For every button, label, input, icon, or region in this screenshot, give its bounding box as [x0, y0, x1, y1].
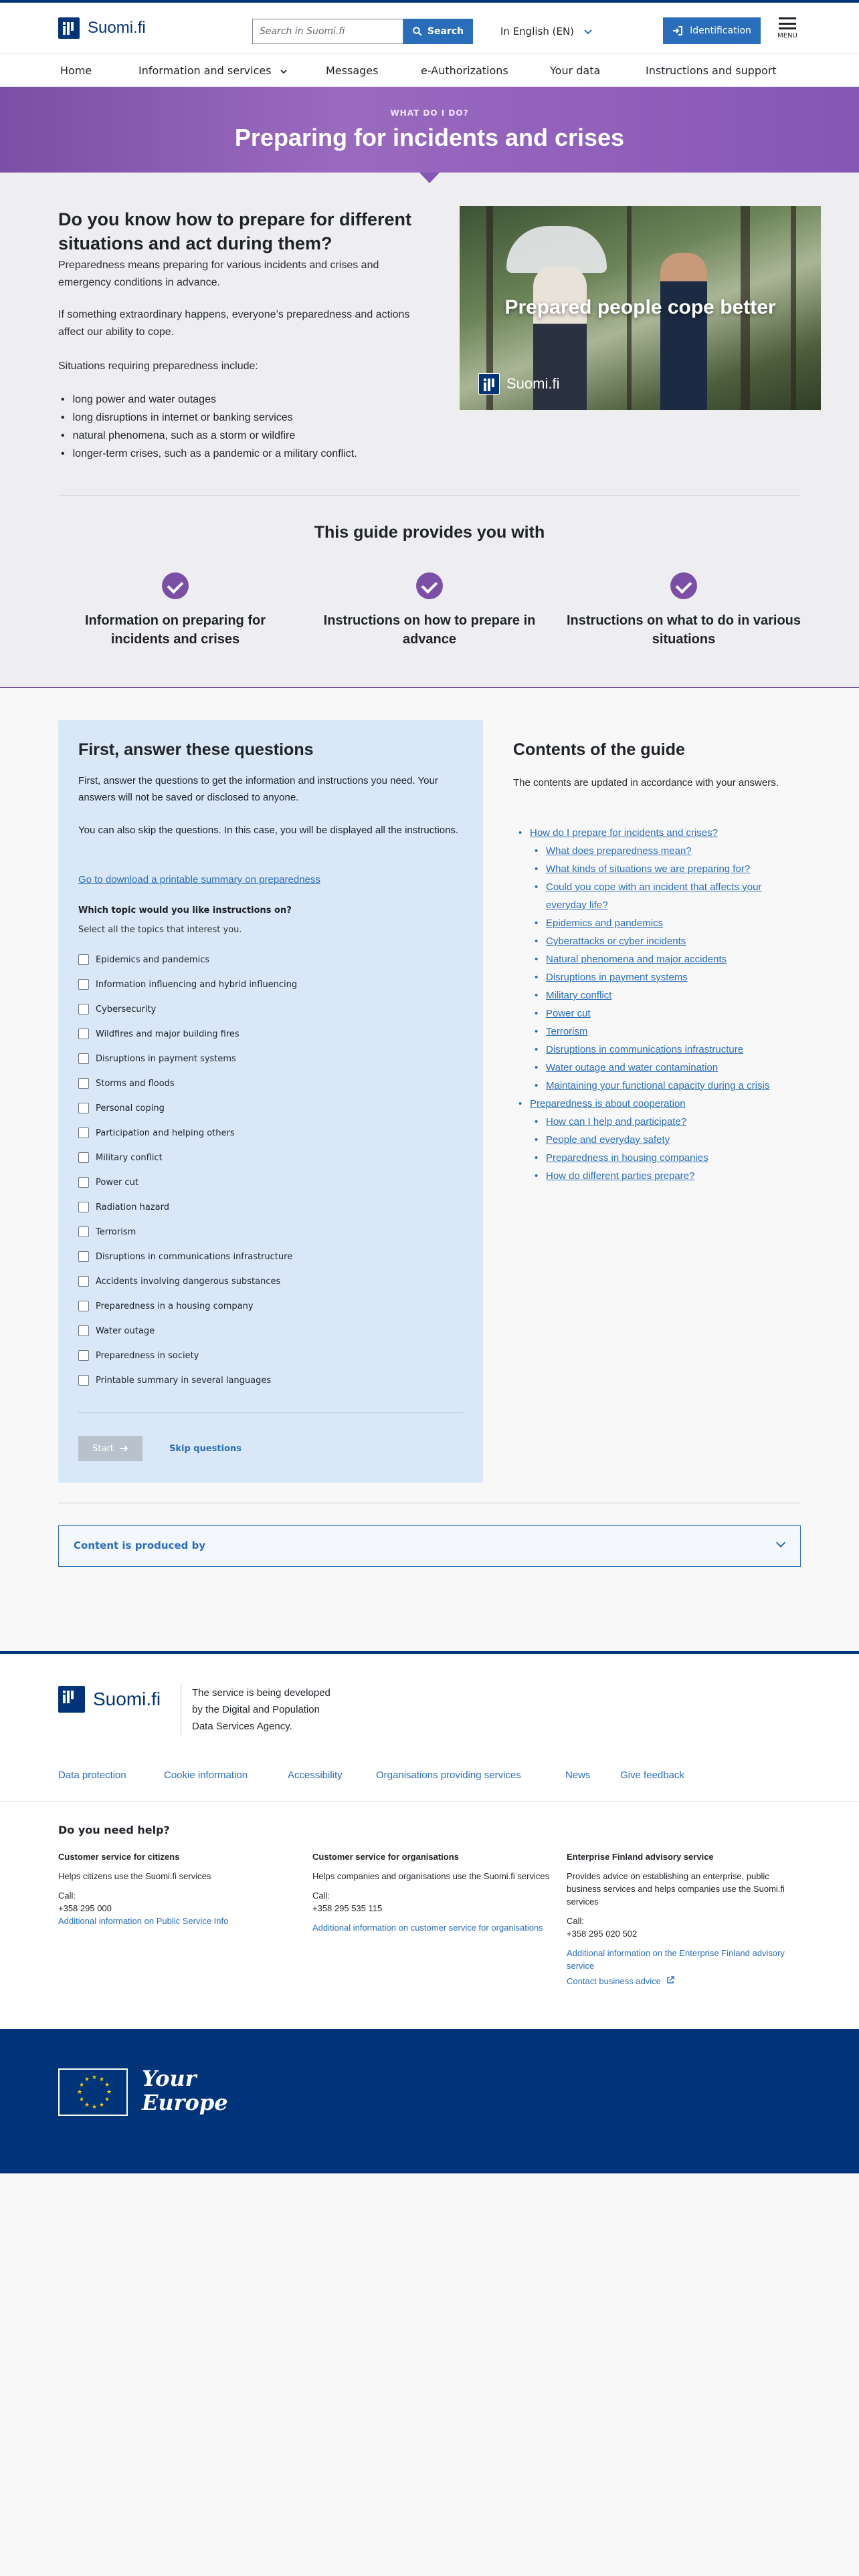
list-item: • longer-term crises, such as a pandemic or a military conflict. — [58, 445, 433, 463]
search-icon — [413, 27, 422, 36]
nav-messages[interactable]: Messages — [326, 64, 379, 77]
questions-panel — [58, 720, 483, 1483]
toc-link[interactable]: Disruptions in communications infrastructure — [546, 1044, 744, 1055]
topic-checkbox[interactable] — [78, 979, 297, 990]
topic-checkbox-label: Epidemics and pandemics — [96, 954, 210, 965]
checkbox-icon[interactable] — [78, 1177, 89, 1188]
toc-item — [513, 1095, 801, 1113]
divider — [0, 1801, 859, 1802]
footer-link-accessibility[interactable]: Accessibility — [288, 1769, 343, 1781]
your-europe-line1: Your — [142, 2066, 197, 2091]
checkbox-icon[interactable] — [78, 1375, 89, 1386]
intro-heading: Do you know how to prepare for different situations and act during them? — [58, 209, 412, 253]
toc-item — [513, 932, 801, 950]
toc-item — [513, 1004, 801, 1023]
nav-e-authorizations[interactable]: e-Authorizations — [421, 64, 508, 77]
accordion-title: Content is produced by — [74, 1539, 206, 1551]
toc-item — [513, 1077, 801, 1095]
topic-checkbox-label: Storms and floods — [96, 1078, 175, 1089]
toc-link[interactable]: Power cut — [546, 1008, 591, 1019]
questions-heading: First, answer these questions — [78, 740, 314, 759]
check-circle-icon — [670, 572, 697, 599]
language-label: In English (EN) — [500, 25, 575, 37]
logo-text: Suomi.fi — [88, 19, 146, 37]
toc-link[interactable]: Terrorism — [546, 1026, 588, 1037]
phone-number: +358 295 535 115 — [312, 1903, 383, 1913]
help-column-description: Helps companies and organisations use the Suomi.fi services — [312, 1871, 550, 1881]
topic-checkbox[interactable] — [78, 1202, 169, 1212]
help-column-organisations — [312, 1850, 550, 1934]
toc-link[interactable]: How do I prepare for incidents and crises? — [530, 827, 718, 839]
check-circle-icon — [416, 572, 443, 599]
checkbox-icon[interactable] — [78, 979, 89, 990]
contents-heading: Contents of the guide — [513, 740, 685, 759]
toc-item — [513, 1167, 801, 1185]
checkbox-icon[interactable] — [78, 1251, 89, 1262]
your-europe-logo[interactable] — [142, 2066, 228, 2115]
eu-star-icon: ★ — [78, 2082, 85, 2088]
hero-kicker: WHAT DO I DO? — [390, 108, 469, 118]
toc-link[interactable]: Natural phenomena and major accidents — [546, 954, 727, 965]
help-column-heading: Customer service for citizens — [58, 1852, 180, 1862]
divider — [78, 1412, 463, 1413]
hero-arrow — [419, 173, 440, 183]
topic-checkbox[interactable] — [78, 1152, 163, 1163]
eu-star-icon: ★ — [77, 2089, 83, 2096]
menu-button[interactable] — [776, 17, 799, 39]
toc-link[interactable]: Could you cope with an incident that affects your everyday life? — [546, 881, 762, 911]
help-column-heading: Enterprise Finland advisory service — [567, 1852, 714, 1862]
topic-checkbox-label: Information influencing and hybrid influencing — [96, 979, 298, 990]
toc-item — [513, 878, 801, 914]
eu-star-icon: ★ — [106, 2089, 112, 2096]
checkbox-icon[interactable] — [78, 1301, 89, 1311]
feature-text: Instructions on how to prepare in advance — [323, 613, 536, 647]
nav-information-and-services[interactable] — [138, 64, 287, 77]
content-producer-accordion[interactable] — [58, 1525, 801, 1567]
feature-text: Information on preparing for incidents and crises — [85, 613, 266, 647]
hero-banner — [0, 87, 859, 173]
topic-checkbox-label: Wildfires and major building fires — [96, 1029, 240, 1039]
contents-list — [513, 824, 801, 1185]
topic-question-label: Which topic would you like instructions on? — [78, 905, 292, 916]
footer-link-give-feedback[interactable]: Give feedback — [620, 1769, 684, 1781]
arrow-right-icon — [119, 1445, 128, 1452]
toc-item — [513, 968, 801, 986]
toc-link[interactable]: Preparedness in housing companies — [546, 1152, 708, 1164]
topic-checkbox[interactable] — [78, 1350, 199, 1361]
toc-link[interactable]: Military conflict — [546, 990, 612, 1001]
toc-item — [513, 1041, 801, 1059]
identification-button[interactable] — [663, 17, 761, 44]
start-button-label: Start — [92, 1443, 114, 1454]
start-button[interactable] — [78, 1436, 142, 1461]
list-item: • long disruptions in internet or banking services — [58, 409, 433, 427]
suomi-logo-icon — [478, 373, 500, 395]
topic-checkbox[interactable] — [78, 1375, 271, 1386]
intro-paragraph: Preparedness means preparing for various incidents and crises and emergency conditions in advance. — [58, 259, 379, 288]
footer-logo-text: Suomi.fi — [93, 1689, 161, 1709]
checkbox-icon[interactable] — [78, 1226, 89, 1237]
check-circle-icon — [162, 572, 189, 599]
toc-link[interactable]: What does preparedness mean? — [546, 845, 692, 857]
nav-instructions-and-support[interactable]: Instructions and support — [646, 64, 777, 77]
eu-star-icon: ★ — [99, 2076, 105, 2083]
hero-photo — [460, 206, 821, 410]
eu-star-icon: ★ — [104, 2082, 110, 2088]
checkbox-icon[interactable] — [78, 954, 89, 965]
checkbox-icon[interactable] — [78, 1053, 89, 1064]
topic-checkbox[interactable] — [78, 1004, 156, 1014]
photo-logo — [478, 373, 559, 395]
eu-star-icon: ★ — [92, 2104, 98, 2111]
contact-business-advice-label: Contact business advice — [567, 1976, 661, 1986]
toc-item — [513, 842, 801, 860]
contact-business-advice-link[interactable] — [567, 1975, 804, 1988]
nav-information-and-services-label: Information and services — [138, 64, 272, 77]
chevron-down-icon — [280, 70, 287, 74]
footer-link-news[interactable]: News — [565, 1769, 591, 1781]
topic-question-hint: Select all the topics that interest you. — [78, 925, 242, 935]
download-summary-link[interactable]: Go to download a printable summary on preparedness — [78, 874, 320, 885]
list-item: • long power and water outages — [58, 391, 433, 409]
suomi-logo-icon — [58, 1686, 85, 1713]
eu-star-icon: ★ — [84, 2076, 90, 2083]
topic-checkbox-label: Preparedness in a housing company — [96, 1301, 254, 1311]
topic-checkbox-label: Preparedness in society — [96, 1350, 199, 1361]
toc-link[interactable]: Water outage and water contamination — [546, 1062, 719, 1073]
help-column-description: Provides advice on establishing an enterprise, public business services and helps companies use the Suomi.fi services — [567, 1871, 785, 1907]
checkbox-icon[interactable] — [78, 1325, 89, 1336]
topic-checkbox[interactable] — [78, 1301, 254, 1311]
photo-caption: Prepared people cope better — [504, 296, 776, 318]
toc-item — [513, 1113, 801, 1131]
eu-star-icon: ★ — [84, 2102, 90, 2109]
topic-checkbox[interactable] — [78, 1276, 280, 1287]
contents-description: The contents are updated in accordance with your answers. — [513, 777, 779, 788]
page-title: Preparing for incidents and crises — [234, 124, 625, 151]
help-heading: Do you need help? — [58, 1824, 170, 1836]
topic-checkbox[interactable] — [78, 1053, 236, 1064]
topic-checkbox-label: Water outage — [96, 1325, 155, 1336]
eu-star-icon: ★ — [99, 2102, 105, 2109]
checkbox-icon[interactable] — [78, 1103, 89, 1113]
language-selector[interactable] — [500, 25, 592, 37]
page-bottom — [0, 2173, 859, 2576]
section-divider — [0, 687, 859, 688]
footer-link-cookie-information[interactable]: Cookie information — [164, 1769, 248, 1781]
topic-checkbox[interactable] — [78, 1177, 138, 1188]
feature-text: Instructions on what to do in various situations — [567, 613, 801, 647]
topic-checkbox-label: Military conflict — [96, 1152, 163, 1163]
list-item: • natural phenomena, such as a storm or wildfire — [58, 427, 433, 445]
phone-number: +358 295 000 — [58, 1903, 112, 1913]
questions-paragraph: First, answer the questions to get the information and instructions you need. Your answers will not be saved or disclosed to anyone. — [78, 775, 438, 803]
help-column-description: Helps citizens use the Suomi.fi services — [58, 1871, 211, 1881]
checkbox-icon[interactable] — [78, 1128, 89, 1138]
topic-checkbox[interactable] — [78, 1128, 235, 1138]
guide-heading: This guide provides you with — [314, 523, 545, 542]
checkbox-icon[interactable] — [78, 1029, 89, 1039]
topic-checkbox[interactable] — [78, 1226, 136, 1237]
checkbox-icon[interactable] — [78, 1350, 89, 1361]
topic-checkbox[interactable] — [78, 954, 209, 965]
site-footer — [0, 1651, 859, 2029]
feature-item — [312, 572, 547, 649]
toc-item — [513, 824, 801, 842]
topic-checkbox[interactable] — [78, 1078, 175, 1089]
help-column-link[interactable]: Additional information on Public Service Info — [58, 1916, 229, 1926]
intro-paragraph: If something extraordinary happens, everyone’s preparedness and actions affect our ability to cope. — [58, 309, 410, 338]
topic-checkbox-label: Printable summary in several languages — [96, 1375, 272, 1386]
topic-checkbox-label: Disruptions in communications infrastructure — [96, 1251, 293, 1262]
toc-item — [513, 1149, 801, 1167]
phone-number: +358 295 020 502 — [567, 1929, 638, 1939]
nav-home[interactable]: Home — [60, 64, 92, 77]
menu-label: MENU — [777, 32, 797, 39]
toc-link[interactable]: How can I help and participate? — [546, 1116, 687, 1128]
login-icon — [672, 25, 683, 36]
toc-link[interactable]: Preparedness is about cooperation — [530, 1098, 686, 1109]
topic-checkbox-label: Power cut — [96, 1177, 138, 1188]
questions-paragraph: You can also skip the questions. In this case, you will be displayed all the instructions. — [78, 825, 459, 836]
footer-logo[interactable] — [58, 1686, 161, 1713]
chevron-down-icon — [776, 1538, 785, 1547]
topic-checkbox[interactable] — [78, 1103, 165, 1113]
checkbox-icon[interactable] — [78, 1004, 89, 1014]
call-label: Call: — [58, 1891, 76, 1901]
search-button[interactable] — [403, 19, 473, 44]
site-header — [0, 3, 859, 53]
main-nav — [0, 53, 859, 87]
help-column-citizens — [58, 1850, 296, 1927]
topic-checkbox-label: Disruptions in payment systems — [96, 1053, 236, 1064]
toc-item — [513, 860, 801, 878]
help-column-heading: Customer service for organisations — [312, 1852, 459, 1862]
toc-item — [513, 986, 801, 1004]
help-column-link[interactable]: Additional information on the Enterprise Finland advisory service — [567, 1948, 785, 1971]
feature-item — [58, 572, 292, 649]
intro-paragraph: Situations requiring preparedness include: — [58, 360, 258, 372]
toc-item — [513, 1059, 801, 1077]
toc-link[interactable]: Cyberattacks or cyber incidents — [546, 936, 686, 947]
topic-checkbox-label: Terrorism — [96, 1226, 136, 1237]
toc-link[interactable]: People and everyday safety — [546, 1134, 670, 1146]
photo-logo-text: Suomi.fi — [506, 375, 560, 392]
toc-link[interactable]: Disruptions in payment systems — [546, 972, 688, 983]
eu-star-icon: ★ — [92, 2074, 98, 2081]
checkbox-icon[interactable] — [78, 1276, 89, 1287]
footer-link-data-protection[interactable]: Data protection — [58, 1769, 126, 1781]
help-column-link[interactable]: Additional information on customer service for organisations — [312, 1923, 543, 1933]
call-label: Call: — [567, 1916, 585, 1926]
your-europe-line2: Europe — [142, 2090, 228, 2115]
footer-link-organisations[interactable]: Organisations providing services — [376, 1769, 521, 1781]
topic-checkbox-label: Cybersecurity — [96, 1004, 157, 1014]
topic-checkbox-label: Participation and helping others — [96, 1128, 235, 1138]
toc-item — [513, 1131, 801, 1149]
situations-list — [58, 391, 433, 463]
nav-your-data[interactable]: Your data — [550, 64, 601, 77]
topic-checkbox[interactable] — [78, 1251, 292, 1262]
topic-checkbox-label: Radiation hazard — [96, 1202, 169, 1212]
search-button-label: Search — [427, 26, 464, 37]
toc-item — [513, 914, 801, 932]
toc-link[interactable]: Maintaining your functional capacity during a crisis — [546, 1080, 770, 1091]
eu-flag-icon — [58, 2068, 128, 2116]
search-input[interactable]: Search in Suomi.fi — [252, 19, 403, 44]
topic-checkbox-label: Personal coping — [96, 1103, 165, 1113]
external-link-icon — [666, 1976, 674, 1984]
topic-checkbox[interactable] — [78, 1325, 155, 1336]
hamburger-icon — [779, 17, 796, 29]
checkbox-icon[interactable] — [78, 1202, 89, 1212]
toc-link[interactable]: What kinds of situations we are preparing for? — [546, 863, 751, 875]
skip-questions-link[interactable]: Skip questions — [169, 1444, 242, 1454]
toc-item — [513, 950, 801, 968]
topic-checkbox-label: Accidents involving dangerous substances — [96, 1276, 281, 1287]
checkbox-icon[interactable] — [78, 1078, 89, 1089]
eu-star-icon: ★ — [78, 2097, 85, 2103]
your-europe-banner — [0, 2029, 859, 2173]
suomi-logo-icon — [58, 17, 80, 39]
toc-link[interactable]: Epidemics and pandemics — [546, 918, 664, 929]
chevron-down-icon — [584, 29, 592, 35]
call-label: Call: — [312, 1891, 330, 1901]
toc-link[interactable]: How do different parties prepare? — [546, 1170, 695, 1182]
help-column-enterprise — [567, 1850, 804, 1988]
feature-item — [567, 572, 801, 649]
eu-star-icon: ★ — [104, 2097, 110, 2103]
footer-developer-text: The service is being developed by the Digital and Population Data Services Agency. — [181, 1685, 341, 1735]
suomi-logo[interactable] — [58, 17, 146, 39]
topic-checkbox[interactable] — [78, 1029, 240, 1039]
toc-item — [513, 1023, 801, 1041]
identification-label: Identification — [690, 25, 751, 36]
checkbox-icon[interactable] — [78, 1152, 89, 1163]
